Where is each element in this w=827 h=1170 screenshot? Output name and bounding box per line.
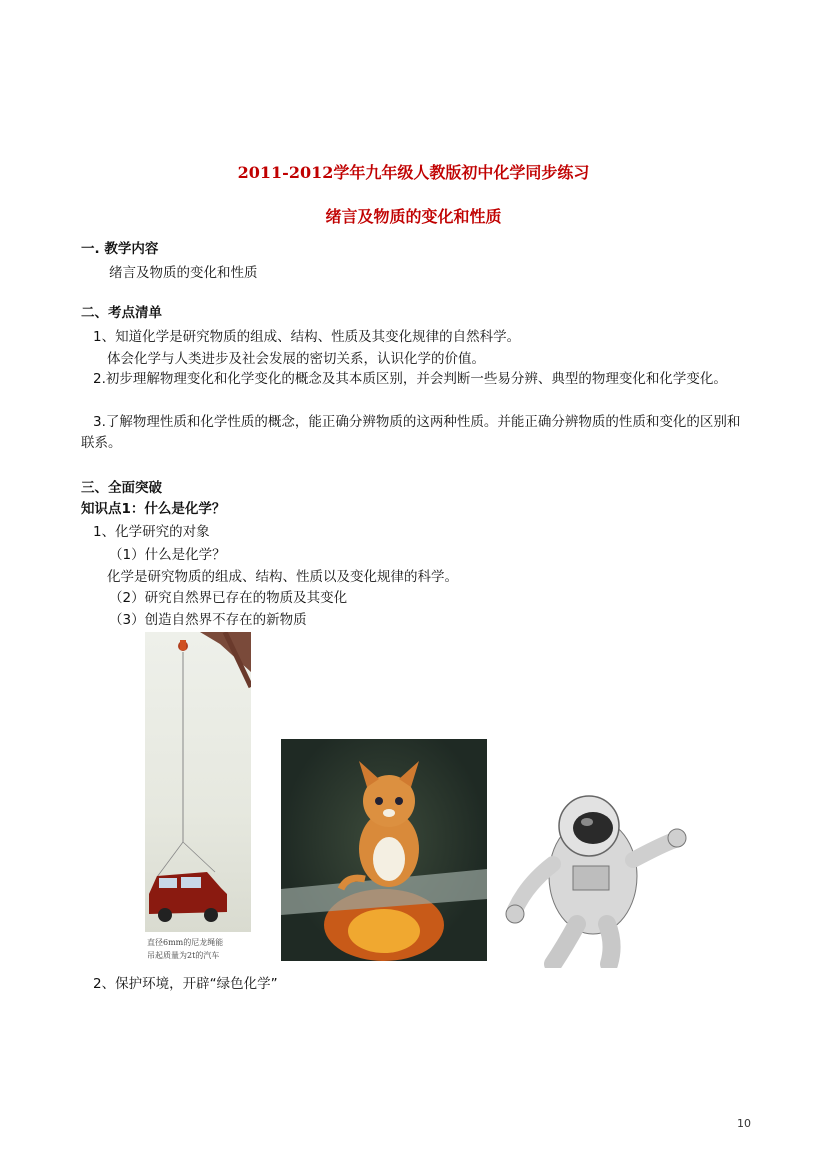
image-caption-line-2: 吊起质量为2t的汽车 (147, 951, 220, 960)
objective-1b: 体会化学与人类进步及社会发展的密切关系，认识化学的价值。 (107, 351, 485, 367)
kitten-on-heated-plate-image (281, 739, 487, 961)
knowledge-point-1: 知识点1：什么是化学？ (81, 501, 226, 517)
section1-content: 绪言及物质的变化和性质 (109, 265, 258, 281)
point-new-substances: （3）创造自然界不存在的新物质 (109, 612, 307, 628)
section3-heading: 三、全面突破 (81, 480, 162, 496)
section2-heading: 二、考点清单 (81, 305, 162, 321)
page-number: 10 (737, 1117, 751, 1130)
objective-1: 1、知道化学是研究物质的组成、结构、性质及其变化规律的自然科学。 (93, 329, 521, 345)
section1-heading: 一. 教学内容 (81, 241, 159, 257)
subheading-research-object: 1、化学研究的对象 (93, 524, 210, 540)
astronaut-image (503, 774, 689, 968)
objective-2: 2.初步理解物理变化和化学变化的概念及其本质区别，并会判断一些易分辨、典型的物理变化和化学变化。 (93, 371, 727, 387)
question-what-is-chemistry: （1）什么是化学？ (109, 547, 226, 563)
crane-lifting-car-image (145, 632, 251, 932)
objective-3: 3.了解物理性质和化学性质的概念，能正确分辨物质的这两种性质。并能正确分辨物质的性质和变化的区别和联系。 (81, 414, 741, 451)
kitten-drawing (281, 739, 487, 961)
point-existing-substances: （2）研究自然界已存在的物质及其变化 (109, 590, 348, 606)
document-title: 2011-2012学年九年级人教版初中化学同步练习 (237, 163, 590, 182)
image-caption-line-1: 直径6mm的尼龙绳能 (147, 938, 224, 947)
crane-car-drawing (145, 632, 251, 932)
answer-definition: 化学是研究物质的组成、结构、性质以及变化规律的科学。 (107, 569, 458, 585)
astronaut-drawing (503, 774, 689, 968)
document-subtitle: 绪言及物质的变化和性质 (325, 207, 502, 226)
subheading-green-chemistry: 2、保护环境，开辟“绿色化学” (93, 976, 278, 992)
